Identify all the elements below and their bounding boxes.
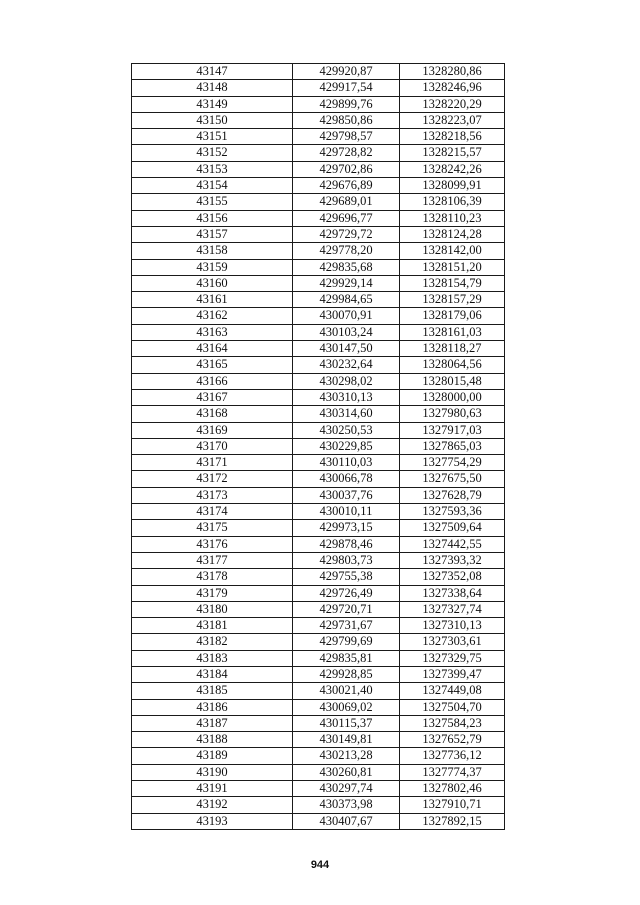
x-coordinate-cell: 430250,53 [293, 422, 400, 438]
point-id-cell: 43166 [132, 373, 293, 389]
y-coordinate-cell: 1328106,39 [400, 194, 505, 210]
x-coordinate-cell: 429984,65 [293, 292, 400, 308]
point-id-cell: 43163 [132, 324, 293, 340]
point-id-cell: 43176 [132, 536, 293, 552]
y-coordinate-cell: 1328161,03 [400, 324, 505, 340]
point-id-cell: 43162 [132, 308, 293, 324]
x-coordinate-cell: 430149,81 [293, 732, 400, 748]
x-coordinate-cell: 430298,02 [293, 373, 400, 389]
x-coordinate-cell: 430103,24 [293, 324, 400, 340]
x-coordinate-cell: 430147,50 [293, 341, 400, 357]
table-row [132, 471, 505, 487]
y-coordinate-cell: 1327504,70 [400, 699, 505, 715]
point-id-cell: 43152 [132, 145, 293, 161]
table-row [132, 161, 505, 177]
x-coordinate-cell: 429878,46 [293, 536, 400, 552]
table-row [132, 455, 505, 471]
table-row [132, 389, 505, 405]
table-row [132, 80, 505, 96]
x-coordinate-cell: 429973,15 [293, 520, 400, 536]
x-coordinate-cell: 429920,87 [293, 64, 400, 80]
point-id-cell: 43158 [132, 243, 293, 259]
point-id-cell: 43171 [132, 455, 293, 471]
table-row [132, 292, 505, 308]
coordinates-table-body [132, 64, 505, 830]
point-id-cell: 43161 [132, 292, 293, 308]
table-row [132, 226, 505, 242]
y-coordinate-cell: 1327910,71 [400, 797, 505, 813]
y-coordinate-cell: 1328215,57 [400, 145, 505, 161]
y-coordinate-cell: 1328124,28 [400, 226, 505, 242]
x-coordinate-cell: 430066,78 [293, 471, 400, 487]
point-id-cell: 43154 [132, 178, 293, 194]
table-row [132, 194, 505, 210]
x-coordinate-cell: 429835,68 [293, 259, 400, 275]
y-coordinate-cell: 1327892,15 [400, 813, 505, 829]
point-id-cell: 43174 [132, 504, 293, 520]
point-id-cell: 43151 [132, 129, 293, 145]
x-coordinate-cell: 430407,67 [293, 813, 400, 829]
table-row [132, 243, 505, 259]
table-row [132, 308, 505, 324]
table-row [132, 618, 505, 634]
point-id-cell: 43150 [132, 112, 293, 128]
point-id-cell: 43175 [132, 520, 293, 536]
y-coordinate-cell: 1327774,37 [400, 764, 505, 780]
x-coordinate-cell: 430115,37 [293, 715, 400, 731]
table-row [132, 373, 505, 389]
point-id-cell: 43184 [132, 666, 293, 682]
point-id-cell: 43153 [132, 161, 293, 177]
point-id-cell: 43186 [132, 699, 293, 715]
y-coordinate-cell: 1327338,64 [400, 585, 505, 601]
y-coordinate-cell: 1328220,29 [400, 96, 505, 112]
y-coordinate-cell: 1327652,79 [400, 732, 505, 748]
y-coordinate-cell: 1328154,79 [400, 275, 505, 291]
x-coordinate-cell: 430314,60 [293, 406, 400, 422]
point-id-cell: 43167 [132, 389, 293, 405]
point-id-cell: 43149 [132, 96, 293, 112]
table-row [132, 683, 505, 699]
x-coordinate-cell: 430229,85 [293, 438, 400, 454]
y-coordinate-cell: 1327754,29 [400, 455, 505, 471]
point-id-cell: 43182 [132, 634, 293, 650]
table-row [132, 259, 505, 275]
point-id-cell: 43170 [132, 438, 293, 454]
table-row [132, 585, 505, 601]
x-coordinate-cell: 429917,54 [293, 80, 400, 96]
point-id-cell: 43193 [132, 813, 293, 829]
y-coordinate-cell: 1328179,06 [400, 308, 505, 324]
y-coordinate-cell: 1327352,08 [400, 569, 505, 585]
table-row [132, 178, 505, 194]
coordinates-table [131, 63, 505, 830]
x-coordinate-cell: 429702,86 [293, 161, 400, 177]
point-id-cell: 43177 [132, 552, 293, 568]
y-coordinate-cell: 1327509,64 [400, 520, 505, 536]
y-coordinate-cell: 1328015,48 [400, 373, 505, 389]
y-coordinate-cell: 1328223,07 [400, 112, 505, 128]
point-id-cell: 43178 [132, 569, 293, 585]
table-row [132, 536, 505, 552]
y-coordinate-cell: 1327980,63 [400, 406, 505, 422]
table-row [132, 569, 505, 585]
x-coordinate-cell: 429676,89 [293, 178, 400, 194]
x-coordinate-cell: 430260,81 [293, 764, 400, 780]
x-coordinate-cell: 429778,20 [293, 243, 400, 259]
x-coordinate-cell: 429726,49 [293, 585, 400, 601]
table-row [132, 487, 505, 503]
y-coordinate-cell: 1328242,26 [400, 161, 505, 177]
table-row [132, 438, 505, 454]
y-coordinate-cell: 1327675,50 [400, 471, 505, 487]
table-row [132, 813, 505, 829]
point-id-cell: 43173 [132, 487, 293, 503]
x-coordinate-cell: 429803,73 [293, 552, 400, 568]
y-coordinate-cell: 1328246,96 [400, 80, 505, 96]
y-coordinate-cell: 1328099,91 [400, 178, 505, 194]
table-row [132, 520, 505, 536]
x-coordinate-cell: 429728,82 [293, 145, 400, 161]
y-coordinate-cell: 1327303,61 [400, 634, 505, 650]
point-id-cell: 43190 [132, 764, 293, 780]
table-row [132, 732, 505, 748]
table-row [132, 96, 505, 112]
point-id-cell: 43192 [132, 797, 293, 813]
y-coordinate-cell: 1327442,55 [400, 536, 505, 552]
x-coordinate-cell: 430213,28 [293, 748, 400, 764]
x-coordinate-cell: 429731,67 [293, 618, 400, 634]
y-coordinate-cell: 1328280,86 [400, 64, 505, 80]
y-coordinate-cell: 1327329,75 [400, 650, 505, 666]
table-row [132, 748, 505, 764]
y-coordinate-cell: 1328142,00 [400, 243, 505, 259]
table-row [132, 210, 505, 226]
y-coordinate-cell: 1328157,29 [400, 292, 505, 308]
point-id-cell: 43181 [132, 618, 293, 634]
x-coordinate-cell: 430297,74 [293, 781, 400, 797]
table-row [132, 422, 505, 438]
x-coordinate-cell: 429798,57 [293, 129, 400, 145]
point-id-cell: 43189 [132, 748, 293, 764]
x-coordinate-cell: 429696,77 [293, 210, 400, 226]
y-coordinate-cell: 1327593,36 [400, 504, 505, 520]
x-coordinate-cell: 429929,14 [293, 275, 400, 291]
table-row [132, 112, 505, 128]
table-row [132, 129, 505, 145]
y-coordinate-cell: 1327736,12 [400, 748, 505, 764]
x-coordinate-cell: 430232,64 [293, 357, 400, 373]
point-id-cell: 43179 [132, 585, 293, 601]
point-id-cell: 43172 [132, 471, 293, 487]
table-row [132, 650, 505, 666]
y-coordinate-cell: 1327393,32 [400, 552, 505, 568]
point-id-cell: 43168 [132, 406, 293, 422]
point-id-cell: 43165 [132, 357, 293, 373]
x-coordinate-cell: 430070,91 [293, 308, 400, 324]
y-coordinate-cell: 1328064,56 [400, 357, 505, 373]
point-id-cell: 43155 [132, 194, 293, 210]
x-coordinate-cell: 429928,85 [293, 666, 400, 682]
table-row [132, 357, 505, 373]
x-coordinate-cell: 429850,86 [293, 112, 400, 128]
point-id-cell: 43183 [132, 650, 293, 666]
table-row [132, 634, 505, 650]
table-row [132, 552, 505, 568]
point-id-cell: 43191 [132, 781, 293, 797]
y-coordinate-cell: 1327327,74 [400, 601, 505, 617]
y-coordinate-cell: 1327399,47 [400, 666, 505, 682]
y-coordinate-cell: 1327449,08 [400, 683, 505, 699]
point-id-cell: 43185 [132, 683, 293, 699]
table-row [132, 666, 505, 682]
x-coordinate-cell: 430010,11 [293, 504, 400, 520]
table-row [132, 764, 505, 780]
x-coordinate-cell: 429729,72 [293, 226, 400, 242]
y-coordinate-cell: 1327584,23 [400, 715, 505, 731]
y-coordinate-cell: 1328000,00 [400, 389, 505, 405]
table-row [132, 324, 505, 340]
point-id-cell: 43180 [132, 601, 293, 617]
point-id-cell: 43148 [132, 80, 293, 96]
table-row [132, 699, 505, 715]
point-id-cell: 43147 [132, 64, 293, 80]
table-row [132, 64, 505, 80]
y-coordinate-cell: 1328218,56 [400, 129, 505, 145]
x-coordinate-cell: 429755,38 [293, 569, 400, 585]
x-coordinate-cell: 429899,76 [293, 96, 400, 112]
table-row [132, 504, 505, 520]
x-coordinate-cell: 429689,01 [293, 194, 400, 210]
y-coordinate-cell: 1327310,13 [400, 618, 505, 634]
x-coordinate-cell: 430373,98 [293, 797, 400, 813]
x-coordinate-cell: 430069,02 [293, 699, 400, 715]
y-coordinate-cell: 1327917,03 [400, 422, 505, 438]
table-row [132, 715, 505, 731]
table-row [132, 341, 505, 357]
x-coordinate-cell: 430021,40 [293, 683, 400, 699]
x-coordinate-cell: 429720,71 [293, 601, 400, 617]
table-row [132, 601, 505, 617]
point-id-cell: 43157 [132, 226, 293, 242]
y-coordinate-cell: 1327865,03 [400, 438, 505, 454]
table-row [132, 797, 505, 813]
table-row [132, 781, 505, 797]
point-id-cell: 43159 [132, 259, 293, 275]
point-id-cell: 43169 [132, 422, 293, 438]
y-coordinate-cell: 1328110,23 [400, 210, 505, 226]
point-id-cell: 43188 [132, 732, 293, 748]
x-coordinate-cell: 429799,69 [293, 634, 400, 650]
table-row [132, 275, 505, 291]
table-row [132, 145, 505, 161]
x-coordinate-cell: 429835,81 [293, 650, 400, 666]
x-coordinate-cell: 430310,13 [293, 389, 400, 405]
x-coordinate-cell: 430037,76 [293, 487, 400, 503]
point-id-cell: 43160 [132, 275, 293, 291]
y-coordinate-cell: 1328118,27 [400, 341, 505, 357]
point-id-cell: 43156 [132, 210, 293, 226]
y-coordinate-cell: 1327628,79 [400, 487, 505, 503]
x-coordinate-cell: 430110,03 [293, 455, 400, 471]
page-number: 944 [310, 859, 330, 871]
y-coordinate-cell: 1327802,46 [400, 781, 505, 797]
table-row [132, 406, 505, 422]
point-id-cell: 43164 [132, 341, 293, 357]
point-id-cell: 43187 [132, 715, 293, 731]
y-coordinate-cell: 1328151,20 [400, 259, 505, 275]
